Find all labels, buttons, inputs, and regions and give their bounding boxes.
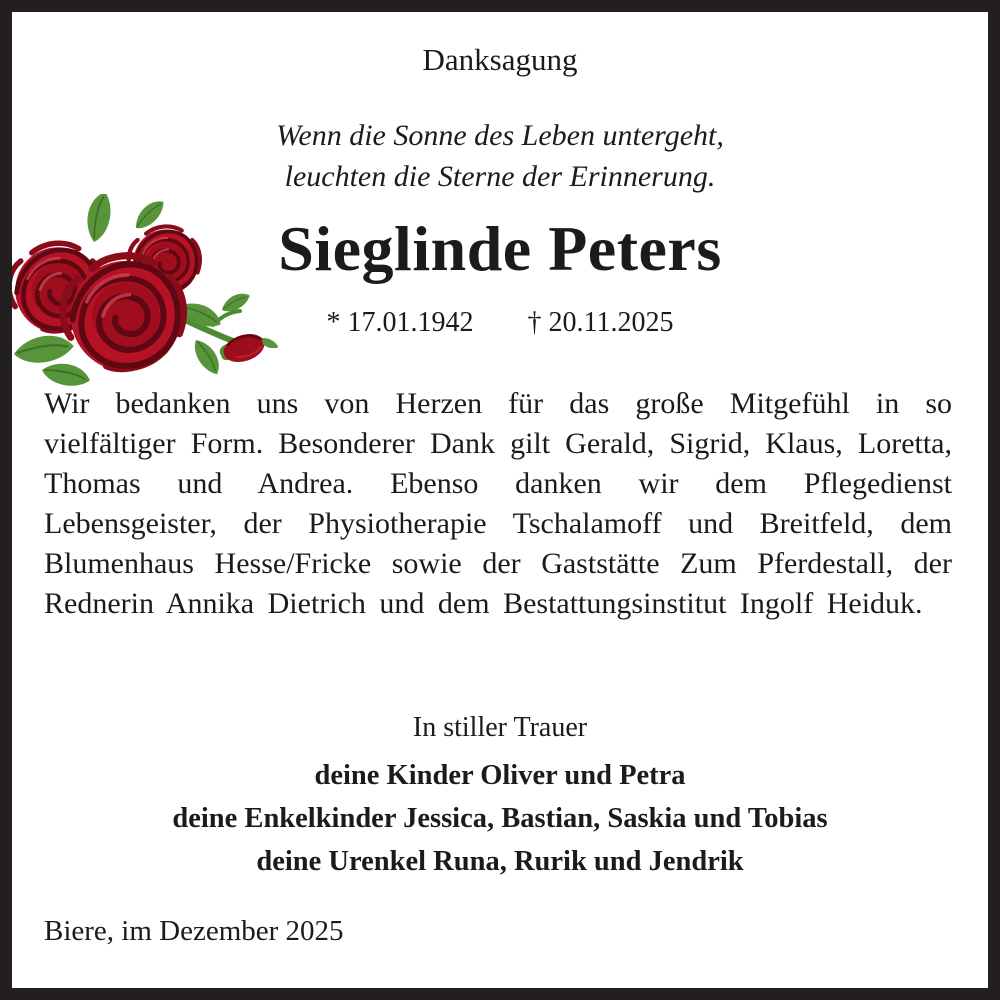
closing-line-great-grandchildren: deine Urenkel Runa, Rurik und Jendrik [256,846,744,877]
closing-block [12,712,988,883]
death-date: † 20.11.2025 [527,307,674,338]
obituary-page [12,12,988,988]
place-dateline: Biere, im Dezember 2025 [44,915,344,947]
quote-line-2: leuchten die Sterne der Erinnerung. [284,160,716,193]
memorial-quote [12,115,988,197]
closing-intro: In stiller Trauer [412,712,588,743]
closing-line-grandchildren: deine Enkelkinder Jessica, Bastian, Saskia und Tobias [172,803,828,834]
birth-date: * 17.01.1942 [326,307,474,338]
quote-line-1: Wenn die Sonne des Leben untergeht, [276,119,724,152]
thanks-paragraph: Wir bedanken uns von Herzen für das große Mitgefühl in so vielfältiger Form. Besonderer Dank gilt Gerald, Sigrid, Klaus, Loretta, Thomas und Andrea. Ebenso danken wir dem Pflegedienst Lebensgeister, der Physiotherapie Tschalamoff und Breitfeld, dem Blumenhaus Hesse/Fricke sowie der Gaststätte Zum Pferdestall, der Rednerin Annika Dietrich und dem Bestattungsinstitut Ingolf Heiduk. [44,387,952,620]
life-dates [12,307,988,339]
notice-type-heading: Danksagung [422,42,578,77]
closing-line-children: deine Kinder Oliver und Petra [314,760,686,791]
deceased-name: Sieglinde Peters [278,213,722,284]
